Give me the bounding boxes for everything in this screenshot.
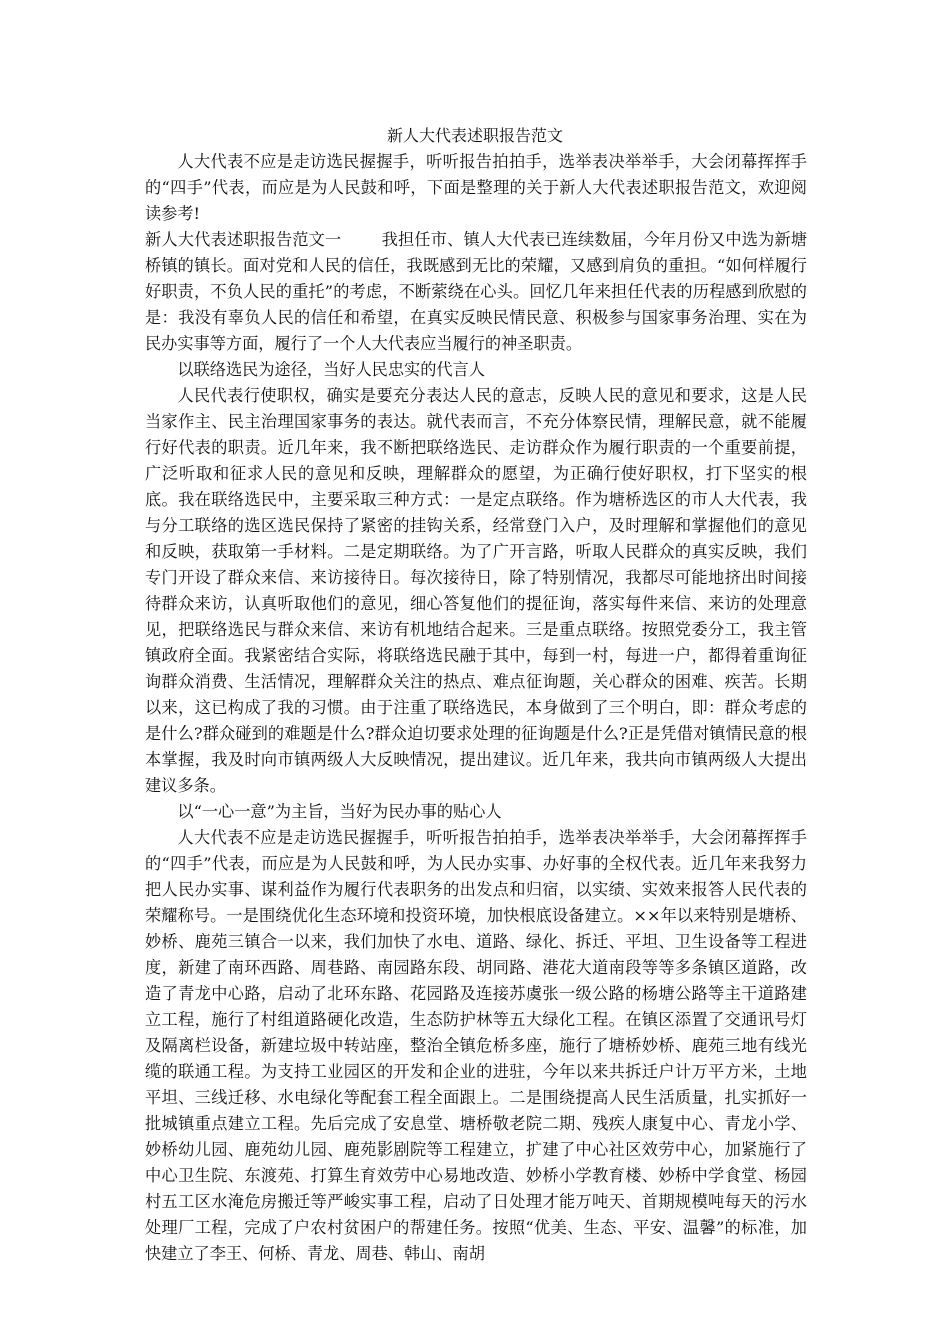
heading-contact-voters: 以联络选民为途径，当好人民忠实的代言人: [177, 360, 485, 379]
section-one-paragraph: [145, 227, 807, 357]
document-title: 新人大代表述职报告范文: [386, 126, 563, 145]
intro-paragraph: 人大代表不应是走访选民握握手，听听报告拍拍手，选举表决举举手，大会闭幕挥挥手的“四手”代表，而应是为人民鼓和呼，下面是整理的关于新人大代表述职报告范文，欢迎阅读参考!: [145, 152, 807, 223]
document-body: [145, 149, 807, 1267]
heading-serve-people: 以“一心一意”为主旨，当好为民办事的贴心人: [177, 802, 502, 821]
paragraph-contact-voters: 人民代表行使职权，确实是要充分表达人民的意志，反映人民的意见和要求，这是人民当家作主、民主治理国家事务的表达。就代表而言，不充分体察民情，理解民意，就不能履行好代表的职责。近几年来，我不断把联络选民、走访群众作为履行职责的一个重要前提，广泛听取和征求人民的意见和反映，理解群众的愿望，为正确行使好职权，打下坚实的根底。我在联络选民中，主要采取三种方式：一是定点联络。作为塘桥选区的市人大代表，我与分工联络的选区选民保持了紧密的挂钩关系，经常登门入户，及时理解和掌握他们的意见和反映，获取第一手材料。二是定期联络。为了广开言路，听取人民群众的真实反映，我们专门开设了群众来信、来访接待日。每次接待日，除了特别情况，我都尽可能地挤出时间接待群众来访，认真听取他们的意见，细心答复他们的提征询，落实每件来信、来访的处理意见，把联络选民与群众来信、来访有机地结合起来。三是重点联络。按照党委分工，我主管镇政府全面。我紧密结合实际，将联络选民融于其中，每到一村，每进一户，都得着重询征询群众消费、生活情况，理解群众关注的热点、难点征询题，关心群众的困难、疾苦。长期以来，这已构成了我的习惯。由于注重了联络选民，本身做到了三个明白，即：群众考虑的是什么?群众碰到的难题是什么?群众迫切要求处理的征询题是什么?正是凭借对镇情民意的根本掌握，我及时向市镇两级人大反映情况，提出建议。近几年来，我共向市镇两级人大提出建议多条。: [145, 386, 807, 795]
section-one-text: 我担任市、镇人大代表已连续数届，今年月份又中选为新塘桥镇的镇长。面对党和人民的信任，我既感到无比的荣耀，又感到肩负的重担。“如何样履行好职责，不负人民的重托”的考虑，不断萦绕在心头。回忆几年来担任代表的历程感到欣慰的是：我没有辜负人民的信任和希望，在真实反映民情民意、积极参与国家事务治理、实在为民办实事等方面，履行了一个人大代表应当履行的神圣职责。: [145, 230, 807, 353]
paragraph-serve-people: 人大代表不应是走访选民握握手，听听报告拍拍手，选举表决举举手，大会闭幕挥挥手的“四手”代表，而应是为人民鼓和呼，为人民办实事、办好事的全权代表。近几年来我努力把人民办实事、谋利益作为履行代表职务的出发点和归宿，以实绩、实效来报答人民代表的荣耀称号。一是围绕优化生态环境和投资环境，加快根底设备建立。××年以来特别是塘桥、妙桥、鹿苑三镇合一以来，我们加快了水电、道路、绿化、拆迁、平坦、卫生设备等工程进度，新建了南环西路、周巷路、南园路东段、胡同路、港花大道南段等等多条镇区道路，改造了青龙中心路，启动了北环东路、花园路及连接苏虞张一级公路的杨塘公路等主干道路建立工程，施行了村组道路硬化改造，生态防护林等五大绿化工程。在镇区添置了交通讯号灯及隔离栏设备，新建垃圾中转站座，整治全镇危桥多座，施行了塘桥妙桥、鹿苑三地有线光缆的联通工程。为支持工业园区的开发和企业的进驻，今年以来共拆迁户计万平方米，土地平坦、三线迁移、水电绿化等配套工程全面跟上。二是围绕提高人民生活质量，扎实抓好一批城镇重点建立工程。先后完成了安息堂、塘桥敬老院二期、残疾人康复中心、青龙小学、妙桥幼儿园、鹿苑幼儿园、鹿苑影剧院等工程建立，扩建了中心社区效劳中心，加紧施行了中心卫生院、东渡苑、打算生育效劳中心易地改造、妙桥小学教育楼、妙桥中学食堂、杨园村五工区水淹危房搬迁等严峻实事工程，启动了日处理才能万吨天、首期规模吨每天的污水处理厂工程，完成了户农村贫困户的帮建任务。按照“优美、生态、平安、温馨”的标准，加快建立了李王、何桥、青龙、周巷、韩山、南胡: [145, 828, 807, 1263]
section-one-title: 新人大代表述职报告范文一: [145, 230, 342, 249]
